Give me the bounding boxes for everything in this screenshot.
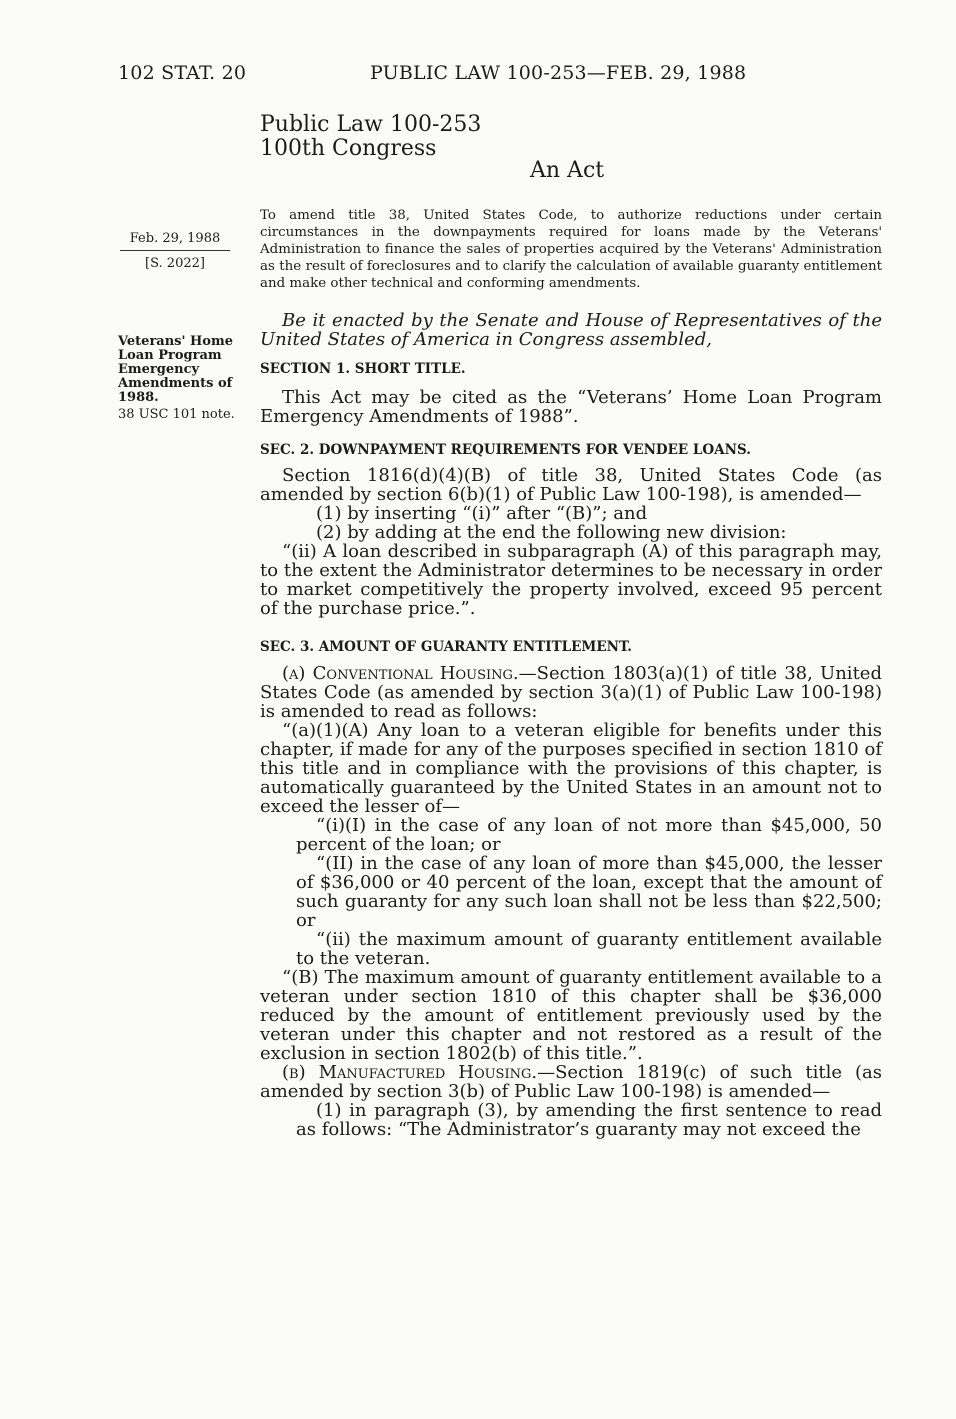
- section-1-heading: SECTION 1. SHORT TITLE.: [260, 361, 466, 377]
- subsection-b-paragraph-1: (1) in paragraph (3), by amending the first sentence to read as follows: “The Administrator’s guaranty may not exceed the: [296, 1100, 882, 1140]
- subsection-a-clause-i: “(i)(I) in the case of any loan of not more than $45,000, 50 percent of the loan; or: [296, 815, 882, 855]
- subsection-a-clause-ii: “(ii) the maximum amount of guaranty entitlement available to the veteran.: [296, 929, 882, 969]
- congress-label: 100th Congress: [260, 136, 437, 161]
- section-3-body: [260, 664, 882, 1139]
- section-2-new-division: “(ii) A loan described in subparagraph (A) of this paragraph may, to the extent the Administrator determines to be necessary in order to market competitively the property involved, exceed 95 percent of the purchase price.”.: [260, 541, 882, 619]
- margin-usc-note: 38 USC 101 note.: [118, 407, 235, 422]
- section-2-body: [260, 466, 882, 618]
- section-3-subsection-a: [260, 664, 882, 721]
- subsection-b-text: —Section 1819(c) of such title (as amended by section 3(b) of Public Law 100-198) is amended—: [260, 1062, 883, 1102]
- section-2-paragraph: Section 1816(d)(4)(B) of title 38, United States Code (as amended by section 6(b)(1) of Public Law 100-198), is amended—: [260, 465, 882, 505]
- section-2-clause-2: (2) by adding at the end the following new division:: [316, 522, 787, 543]
- subsection-b-label: (b) Manufactured Housing.: [282, 1062, 538, 1083]
- an-act-heading: An Act: [530, 158, 605, 183]
- subsection-a-quoted-a1: “(a)(1)(A) Any loan to a veteran eligible for benefits under this chapter, if made for any of the purposes specified in section 1810 of this title and in compliance with the provisions of this chapter, is automatically guaranteed by the United States in an amount not to exceed the lesser of—: [260, 720, 882, 817]
- margin-short-title-note: Veterans' Home Loan Program Emergency Amendments of 1988.: [118, 334, 233, 405]
- enacting-clause: Be it enacted by the Senate and House of Representatives of the United States of America in Congress assembled,: [260, 310, 882, 350]
- public-law-number: Public Law 100-253: [260, 112, 482, 137]
- subsection-a-text: —Section 1803(a)(1) of title 38, United States Code (as amended by section 3(a)(1) of Public Law 100-198) is amended to read as follows:: [260, 663, 882, 722]
- section-3-heading: SEC. 3. AMOUNT OF GUARANTY ENTITLEMENT.: [260, 639, 632, 655]
- subsection-a-label: (a) Conventional Housing.: [282, 663, 519, 684]
- margin-date: Feb. 29, 1988: [129, 231, 221, 246]
- section-2-clause-1: (1) by inserting “(i)” after “(B)”; and: [316, 503, 648, 524]
- subsection-a-clause-ii-subclause: “(II) in the case of any loan of more than $45,000, the lesser of $36,000 or 40 percent of the loan, except that the amount of such guaranty for any such loan shall not be less than $22,500; or: [296, 853, 882, 931]
- subsection-a-clause-b: “(B) The maximum amount of guaranty entitlement available to a veteran under section 1810 of this chapter shall be $36,000 reduced by the amount of entitlement previously used by the veteran under this chapter and not restored as a result of the exclusion in section 1802(b) of this title.”.: [260, 967, 882, 1064]
- section-3-subsection-b: [260, 1063, 882, 1101]
- section-2-heading: SEC. 2. DOWNPAYMENT REQUIREMENTS FOR VENDEE LOANS.: [260, 442, 751, 458]
- margin-divider: [120, 250, 230, 251]
- section-1-text: This Act may be cited as the “Veterans’ Home Loan Program Emergency Amendments of 1988”.: [260, 387, 882, 427]
- stat-page-number: 102 STAT. 20: [118, 62, 247, 84]
- running-head: PUBLIC LAW 100-253—FEB. 29, 1988: [370, 62, 747, 84]
- margin-bill-number: [S. 2022]: [145, 256, 205, 271]
- purpose-clause: To amend title 38, United States Code, to authorize reductions under certain circumstances in the downpayments required for loans made by the Veterans' Administration to finance the sales of properties acquired by the Veterans' Administration as the result of foreclosures and to clarify the calculation of available guaranty entitlement and make other technical and conforming amendments.: [260, 208, 882, 291]
